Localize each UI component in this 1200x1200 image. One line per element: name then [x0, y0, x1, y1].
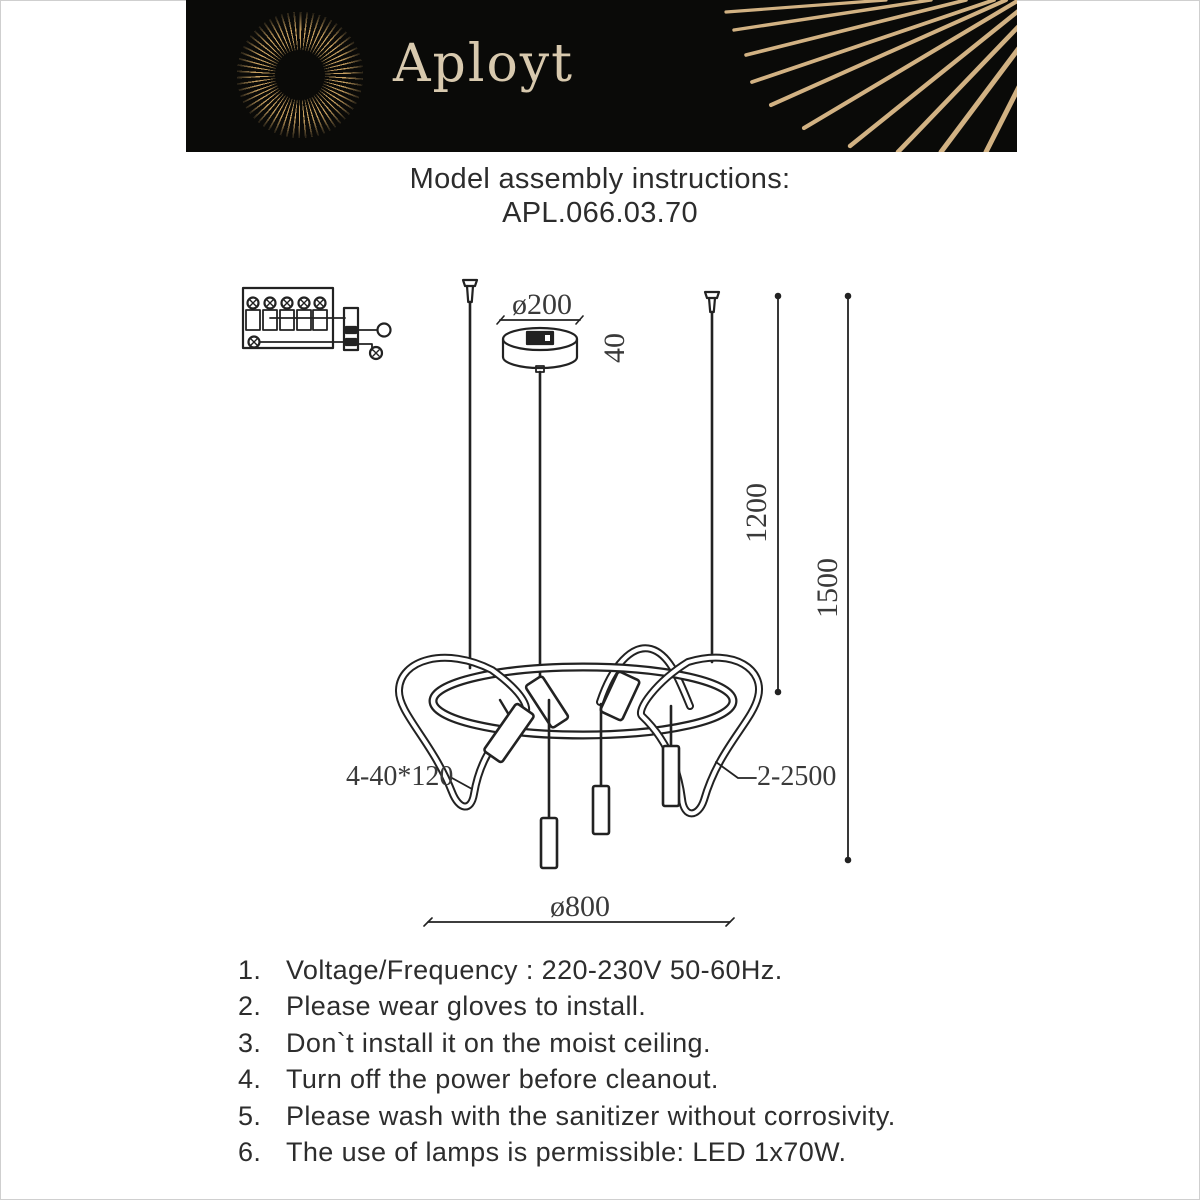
- dimension-lines: [424, 294, 850, 926]
- label-wire-length: 1200: [740, 483, 773, 543]
- item-text: Please wash with the sanitizer without corrosivity.: [286, 1100, 896, 1131]
- item-text: Voltage/Frequency : 220-230V 50-60Hz.: [286, 955, 783, 985]
- label-ring-diameter: ø800: [550, 890, 610, 923]
- item-number: 6.: [238, 1137, 262, 1168]
- list-item: [238, 1134, 896, 1170]
- page-title: Model assembly instructions:: [409, 163, 791, 195]
- brand-name: Aployt: [393, 34, 575, 94]
- item-number: 4.: [238, 1064, 262, 1095]
- suspension-wires: [463, 280, 719, 696]
- item-text: The use of lamps is permissible: LED 1x70W.: [286, 1137, 847, 1168]
- lamp-drawing: [399, 648, 759, 868]
- list-item: [238, 1025, 896, 1061]
- model-number: APL.066.03.70: [502, 197, 698, 229]
- list-item: [238, 1098, 896, 1134]
- canopy-detail: [497, 316, 583, 372]
- item-number: 5.: [238, 1100, 262, 1131]
- wiring-diagram: [243, 288, 391, 359]
- item-text: Don`t install it on the moist ceiling.: [286, 1027, 711, 1058]
- item-text: Please wear gloves to install.: [286, 991, 647, 1022]
- label-canopy-diameter: ø200: [512, 288, 572, 321]
- label-cord-length: 2-2500: [757, 761, 837, 792]
- item-number: 3.: [238, 1027, 262, 1058]
- list-item: [238, 952, 896, 988]
- item-number: 2.: [238, 991, 262, 1022]
- list-item: [238, 1061, 896, 1097]
- instructions-list: [238, 952, 896, 1170]
- item-number: 1.: [238, 955, 262, 985]
- item-text: Turn off the power before cleanout.: [286, 1064, 719, 1095]
- list-item: [238, 988, 896, 1024]
- label-canopy-height: 40: [598, 333, 631, 363]
- label-spots-size: 4-40*120: [346, 761, 454, 792]
- label-total-height: 1500: [811, 558, 844, 618]
